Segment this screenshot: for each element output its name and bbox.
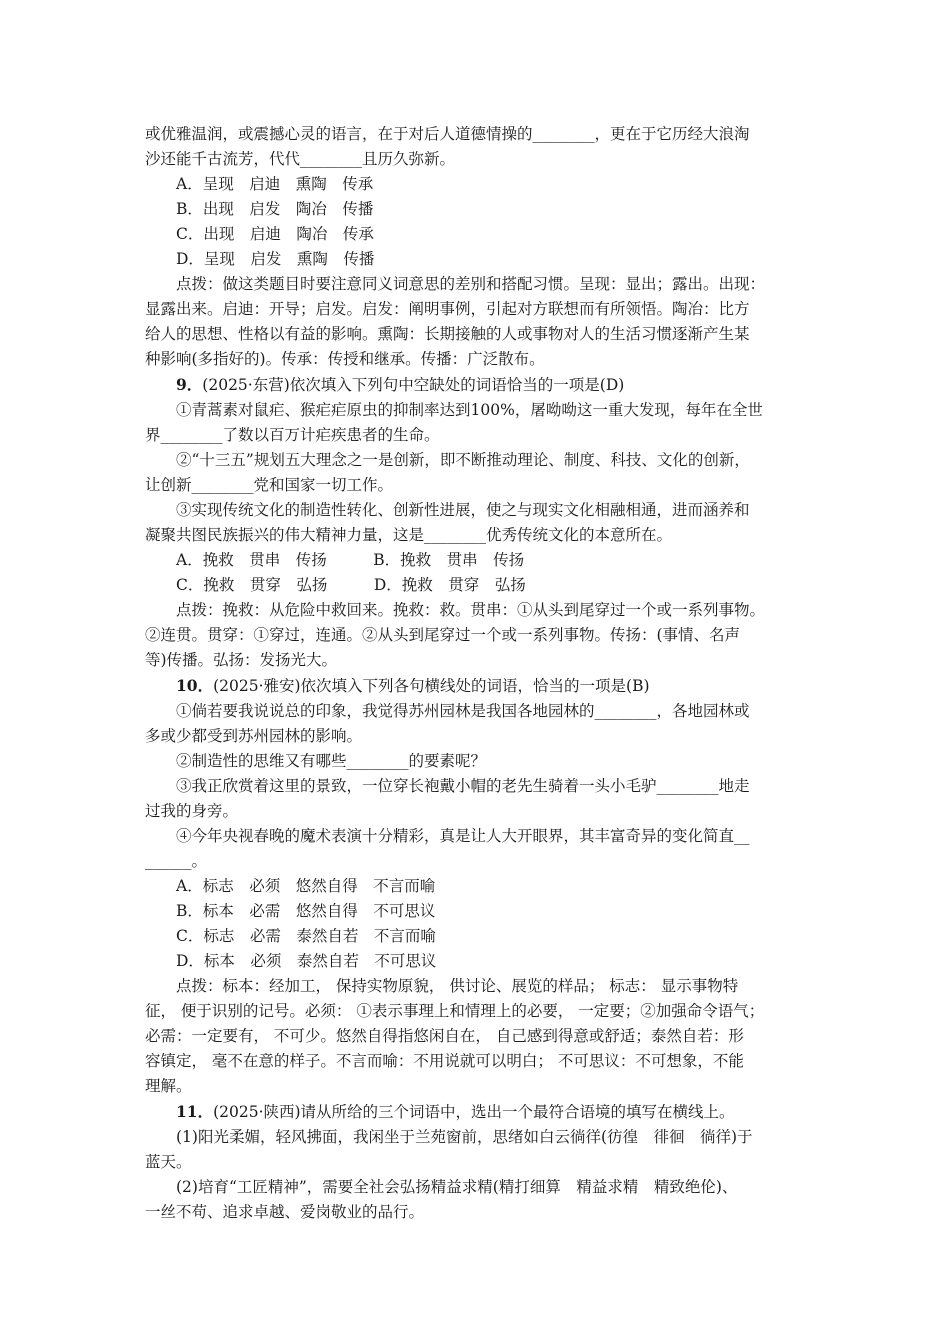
question-text: (2025·东营)依次填入下列句中空缺处的词语恰当的一项是(D) <box>202 376 625 394</box>
sentence-line: ③实现传统文化的制造性转化、创新性进展，使之与现实文化相融相通，进而涵养和 <box>176 501 750 519</box>
sentence-line: 蓝天。 <box>145 1153 192 1171</box>
explanation-line: 点拨：标本：经加工， 保持实物原貌， 供讨论、展览的样品； 标志： 显示事物特 <box>176 977 739 995</box>
question-number: 11． <box>176 1102 214 1121</box>
explanation-line: 点拨：做这类题目时要注意同义词意思的差别和搭配习惯。呈现：显出；露出。出现： <box>176 275 766 293</box>
sentence-line: 界________了数以百万计疟疾患者的生命。 <box>145 426 440 444</box>
option-line: A．标志 必须 悠然自得 不言而喻 <box>176 877 436 895</box>
document-page <box>145 122 813 1225</box>
text-line: 或优雅温润，或震撼心灵的语言，在于对后人道德情操的________，更在于它历经大浪淘 <box>145 125 750 143</box>
sentence-line: 让创新________党和国家一切工作。 <box>145 476 394 494</box>
question-stem <box>145 1099 813 1125</box>
option-line: C．挽救 贯穿 弘扬 D．挽救 贯穿 弘扬 <box>176 576 526 594</box>
question-number: 9． <box>176 375 203 394</box>
explanation-line: 理解。 <box>145 1077 192 1095</box>
explanation-line: ②连贯。贯穿：①穿过，连通。②从头到尾穿过一个或一系列事物。传扬：(事情、名声 <box>145 626 741 644</box>
option-line: B．出现 启发 陶冶 传播 <box>176 200 374 218</box>
explanation-line: 显露出来。启迪：开导；启发。启发：阐明事例，引起对方联想而有所领悟。陶冶：比方 <box>145 300 750 318</box>
explanation-line: 种影响(多指好的)。传承：传授和继承。传播：广泛散布。 <box>145 350 545 368</box>
sentence-line: ②制造性的思维又有哪些________的要素呢？ <box>176 752 487 770</box>
explanation-line: 点拨：挽救：从危险中救回来。挽救：救。贯串：①从头到尾穿过一个或一系列事物。 <box>176 601 766 619</box>
question-text: (2025·陕西)请从所给的三个词语中，选出一个最符合语境的填写在横线上。 <box>213 1103 735 1121</box>
explanation-line: 给人的思想、性格以有益的影响。熏陶：长期接触的人或事物对人的生活习惯逐渐产生某 <box>145 325 750 343</box>
explanation-line: 征， 便于识别的记号。必须： ①表示事理上和情理上的必要， 一定要；②加强命令语气； <box>145 1002 765 1020</box>
explanation-line: 容镇定， 毫不在意的样子。不言而喻：不用说就可以明白； 不可思议：不可想象，不能 <box>145 1052 744 1070</box>
sentence-line: 凝聚共图民族振兴的伟大精神力量，这是________优秀传统文化的本意所在。 <box>145 526 673 544</box>
sentence-line: 多或少都受到苏州园林的影响。 <box>145 727 363 745</box>
sentence-line: 一丝不苟、追求卓越、爱岗敬业的品行。 <box>145 1203 425 1221</box>
question-stem <box>145 372 813 398</box>
sentence-line: (2)培育“工匠精神”，需要全社会弘扬精益求精(精打细算 精益求精 精致绝伦)、 <box>176 1178 738 1196</box>
option-line: A．挽救 贯串 传扬 B．挽救 贯串 传扬 <box>176 551 525 569</box>
question-stem <box>145 673 813 699</box>
option-line: A．呈现 启迪 熏陶 传承 <box>176 175 374 193</box>
text-line: 沙还能千古流芳，代代________且历久弥新。 <box>145 150 456 168</box>
explanation-line: 等)传播。弘扬：发扬光大。 <box>145 651 338 669</box>
sentence-line: 过我的身旁。 <box>145 802 239 820</box>
option-line: D．呈现 启发 熏陶 传播 <box>176 250 375 268</box>
sentence-line: ②“十三五”规划五大理念之一是创新，即不断推动理论、制度、科技、文化的创新， <box>176 451 750 469</box>
option-line: B．标本 必需 悠然自得 不可思议 <box>176 902 436 920</box>
question-number: 10． <box>176 676 214 695</box>
sentence-line: (1)阳光柔媚，轻风拂面，我闲坐于兰苑窗前，思绪如白云徜徉(彷徨 徘徊 徜徉)于 <box>176 1128 753 1146</box>
option-line: C．出现 启迪 陶冶 传承 <box>176 225 374 243</box>
sentence-line: ①倘若要我说说总的印象，我觉得苏州园林是我国各地园林的________，各地园林或 <box>176 702 750 720</box>
option-line: C．标志 必需 泰然自若 不言而喻 <box>176 927 436 945</box>
sentence-line: ______。 <box>145 852 208 870</box>
sentence-line: ③我正欣赏着这里的景致，一位穿长袍戴小帽的老先生骑着一头小毛驴________地走 <box>176 777 750 795</box>
question-text: (2025·雅安)依次填入下列各句横线处的词语，恰当的一项是(B) <box>213 677 650 695</box>
explanation-line: 必需：一定要有， 不可少。悠然自得指悠闲自在， 自己感到得意或舒适；泰然自若：形 <box>145 1027 744 1045</box>
option-line: D．标本 必须 泰然自若 不可思议 <box>176 952 437 970</box>
sentence-line: ④今年央视春晚的魔术表演十分精彩，真是让人大开眼界，其丰富奇异的变化简直__ <box>176 827 750 845</box>
sentence-line: ①青蒿素对鼠疟、猴疟疟原虫的抑制率达到100%，屠呦呦这一重大发现，每年在全世 <box>176 401 763 419</box>
